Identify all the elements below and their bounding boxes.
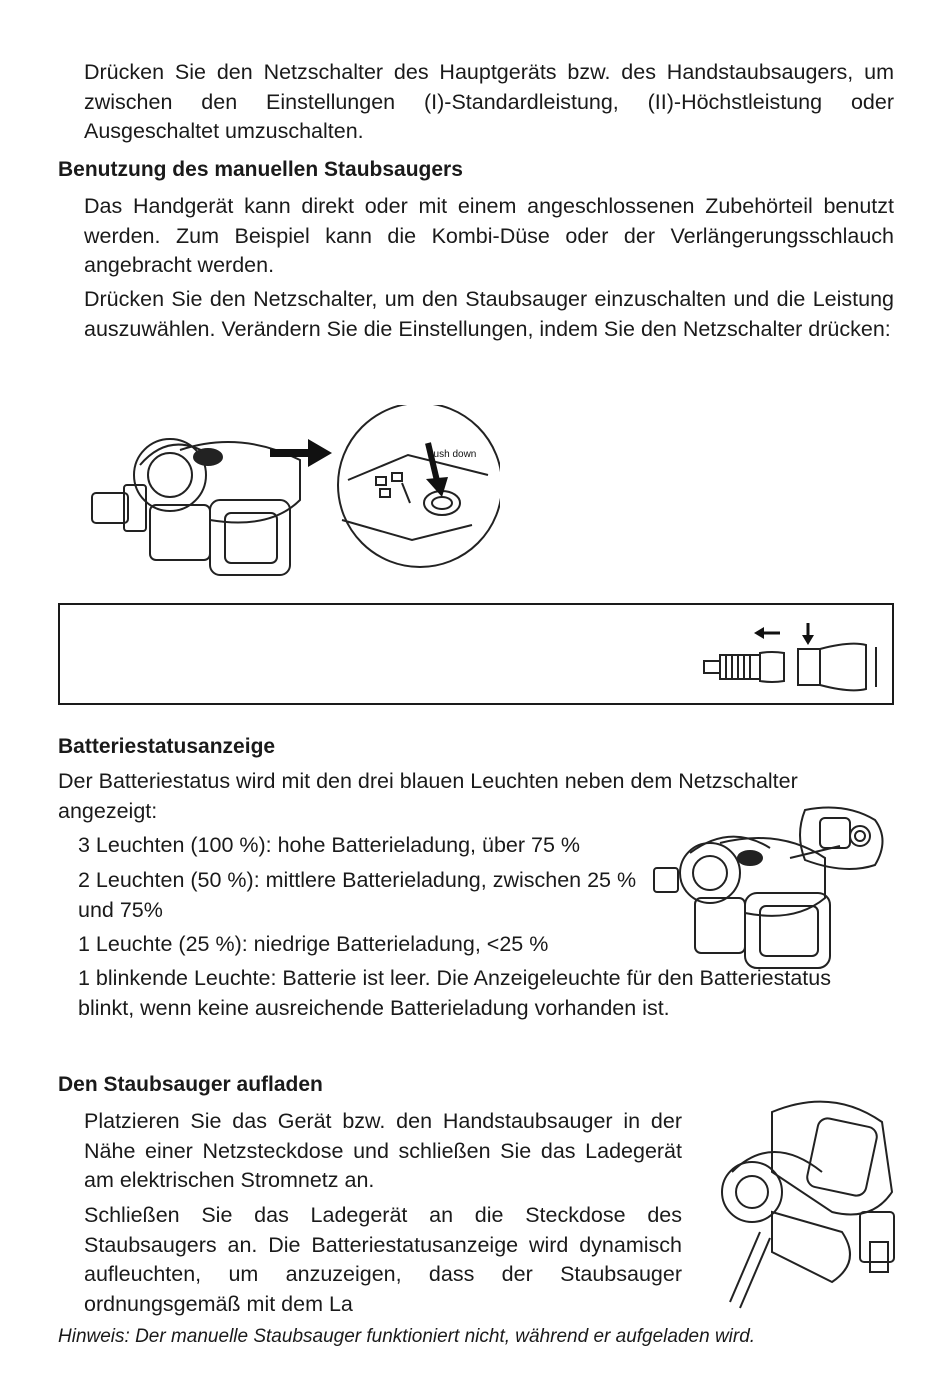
attachment-illustration bbox=[702, 619, 882, 695]
zoom-circle-detail bbox=[338, 405, 500, 567]
push-down-label: push down bbox=[428, 449, 477, 460]
intro-paragraph: Drücken Sie den Netzschalter des Hauptgeräts bzw. des Handstaubsaugers, um zwischen den Einstellungen (I)-Standardleistung, (II)-Höchstleistung oder Ausgeschaltet umzuschalten. bbox=[84, 60, 894, 143]
arrow-left-icon bbox=[754, 627, 780, 639]
battery-item-3: 1 Leuchte (25 %): niedrige Batterieladung, <25 % bbox=[78, 932, 549, 956]
charging-paragraph-1: Platzieren Sie das Gerät bzw. den Handstaubsauger in der Nähe einer Netzsteckdose und schließen Sie das Ladegerät am elektrischen Stromnetz an. bbox=[84, 1109, 682, 1192]
attachment-box bbox=[58, 603, 894, 705]
battery-item-4: 1 blinkende Leuchte: Batterie ist leer. Die Anzeigeleuchte für den Batteriestatus blinkt, wenn keine ausreichende Batterieladung vorhanden ist. bbox=[78, 966, 831, 1020]
battery-item-1: 3 Leuchten (100 %): hohe Batterieladung, über 75 % bbox=[78, 833, 581, 857]
charging-note: Hinweis: Der manuelle Staubsauger funktioniert nicht, während er aufgeladen wird. bbox=[58, 1326, 756, 1347]
battery-section-heading: Batteriestatusanzeige bbox=[58, 735, 276, 758]
charging-illustration bbox=[712, 1092, 912, 1320]
charging-paragraph-2: Schließen Sie das Ladegerät an die Steckdose des Staubsaugers an. Die Batteriestatusanzeige wird dynamisch aufleuchten, um anzuzeigen, dass der Staubsauger ordnungsgemäß mit dem La bbox=[84, 1203, 682, 1316]
manual-paragraph-2: Drücken Sie den Netzschalter, um den Staubsauger einzuschalten und die Leistung auszuwählen. Verändern Sie die Einstellungen, indem Sie den Netzschalter drücken: bbox=[84, 287, 894, 341]
vacuum-charging-drawing bbox=[722, 1102, 894, 1308]
battery-indicator-illustration bbox=[650, 798, 900, 973]
arrow-down-icon bbox=[802, 623, 814, 645]
battery-item-2: 2 Leuchten (50 %): mittlere Batterieladung, zwischen 25 % und 75% bbox=[78, 868, 637, 922]
charging-section-heading: Den Staubsauger aufladen bbox=[58, 1073, 323, 1096]
manual-paragraph-1: Das Handgerät kann direkt oder mit einem angeschlossenen Zubehörteil benutzt werden. Zum Beispiel kann die Kombi-Düse oder der Verlängerungsschlauch angebracht werden. bbox=[84, 194, 894, 277]
manual-section-heading: Benutzung des manuellen Staubsaugers bbox=[58, 158, 463, 181]
extension-hose-drawing bbox=[704, 644, 876, 691]
battery-indicator-closeup bbox=[790, 808, 883, 869]
handheld-vacuum-drawing bbox=[92, 439, 300, 575]
battery-intro: Der Batteriestatus wird mit den drei blauen Leuchten neben dem Netzschalter angezeigt: bbox=[58, 769, 798, 823]
power-switch-illustration bbox=[80, 405, 500, 585]
